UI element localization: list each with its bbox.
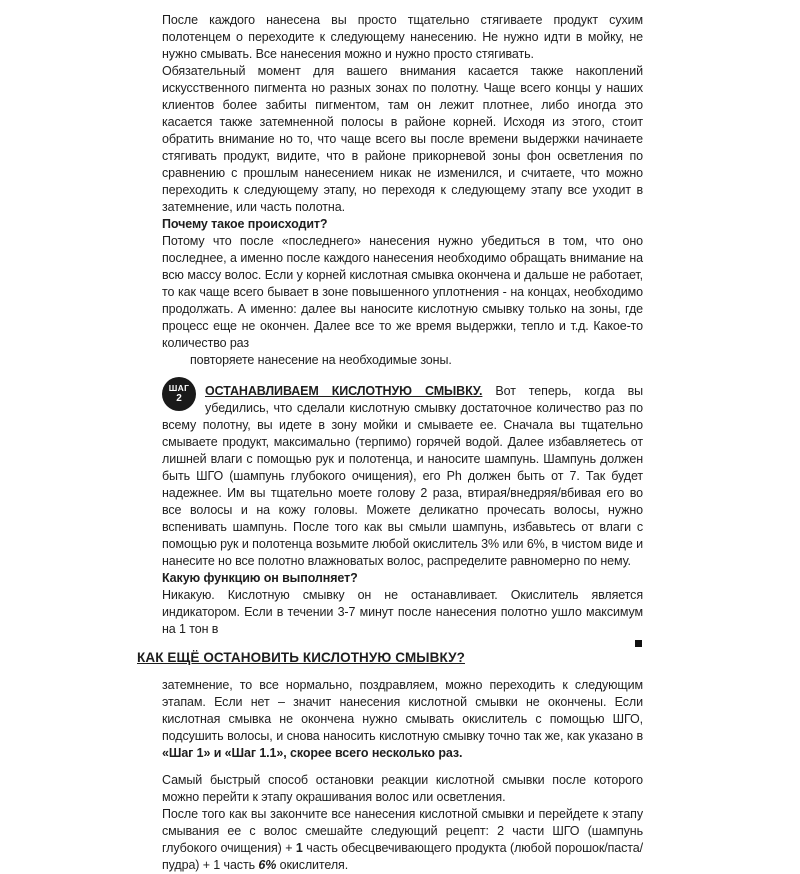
step-badge-label: ШАГ xyxy=(168,383,190,393)
question-why-happens: Почему такое происходит? xyxy=(162,217,328,231)
darkening-check-text: затемнение, то все нормально, поздравляем, можно переходить к следующим этапам. Если нет – значит нанесения кислотной смывки не окончены. Если кислотная смывка не окончена нужно смывать окислитель с помощью ШГО, подсушить волосы, и снова наносить кислотную смывку точно так же, как указано в xyxy=(162,678,643,743)
step-2-badge-icon xyxy=(162,377,196,411)
paragraph-oxidizer-indicator: Никакую. Кислотную смывку он не останавливает. Окислитель является индикатором. Если в течении 3-7 минут после нанесения полотно ушло максимум на 1 тон в xyxy=(162,588,643,636)
paragraph-last-application-continued: повторяете нанесение на необходимые зоны. xyxy=(190,353,452,367)
recipe-text-start: После того как вы закончите все нанесения кислотной смывки и перейдете к этапу смывания ее с волос смешайте следующий рецепт: 2 части ШГО (шампунь глубокого очищения) + xyxy=(162,807,643,855)
bullet-row xyxy=(162,638,643,648)
recipe-text-middle: часть обесцвечивающего продукта (любой порошок/паста/пудра) + 1 часть xyxy=(162,841,643,872)
paragraph-last-application: Потому что после «последнего» нанесения нужно убедиться в том, что оно последнее, а именно после каждого нанесения необходимо обращать внимание на всю массу волос. Если у корней кислотная смывка окончена и дальше не работает, то как чаще всего бывает в зоне повышенного уплотнения - на концах, необходимо продолжать. А именно: далее вы наносите кислотную смывку только на зоны, где процесс еще не окончен. Далее все то же время выдержки, тепло и т.д. Какое-то количество раз xyxy=(162,234,643,350)
paragraph-pigment-accumulation: Обязательный момент для вашего внимания касается также накоплений искусственного пигмента но разных зонах по полотну. Чаще всего концы у наших клиентов более забиты пигментом, там он лежит плотнее, либо иногда это касается также затемненной полосы в районе корней. Исходя из этого, стоит обратить внимание но то, что чаще всего вы после времени выдержки начинаете стягивать продукт, видите, что в районе прикорневой зоны фон осветления по сравнению с прошлым нанесением никак не изменился, и считаете, что можно переходить к следующему этапу, но переходя к следующему этапу все уходит в затемнение, или часть полотна. xyxy=(162,64,643,214)
recipe-text-end: окислителя. xyxy=(276,858,349,872)
step-2-body-text: Вот теперь, когда вы убедились, что сделали кислотную смывку достаточное количество раз по всему полотну, вы идете в зону мойки и смываете ее. Сначала вы тщательно смываете продукт, максимально (терпимо) горячей водой. Далее избавляетесь от лишней влаги с помощью рук и полотенца, и наносите шампунь. Шампунь должен быть ШГО (шампунь глубокого очищения), его Ph должен быть от 7. Так будет надежнее. Им вы тщательно моете голову 2 раза, втирая/внедряя/вбивая его во все волосы и на кожу головы. Можете деликатно прочесать волосы, нужно вспенивать шампунь. После того как вы смыли шампунь, избавьтесь от влаги с помощью рук и полотенца возьмите любой окислитель 3% или 6%, в чистом виде и нанесите но все полотно влажноватых волос, распределите равномерно по нему. xyxy=(162,384,643,568)
section-heading-how-else-to-stop: КАК ЕЩЁ ОСТАНОВИТЬ КИСЛОТНУЮ СМЫВКУ? xyxy=(137,650,465,665)
paragraph-wipe-product: После каждого нанесена вы просто тщательно стягиваете продукт сухим полотенцем о переходите к следующему нанесению. Не нужно идти в мойку, не нужно смывать. Все нанесения можно и нужно просто стягивать. xyxy=(162,13,643,61)
recipe-bold-one: 1 xyxy=(295,841,303,855)
paragraph-step-2 xyxy=(162,383,643,570)
paragraph-darkening-check xyxy=(162,677,643,762)
step-2-lead-title: ОСТАНАВЛИВАЕМ КИСЛОТНУЮ СМЫВКУ. xyxy=(205,384,483,398)
recipe-bold-italic-six-percent: 6% xyxy=(258,858,277,872)
question-what-function: Какую функцию он выполняет? xyxy=(162,571,358,585)
step-badge-number: 2 xyxy=(176,393,182,404)
paragraph-fastest-way: Самый быстрый способ остановки реакции кислотной смывки после которого можно перейти к этапу окрашивания волос или осветления. xyxy=(162,773,643,804)
darkening-check-bold-text: «Шаг 1» и «Шаг 1.1», скорее всего несколько раз. xyxy=(162,746,463,760)
black-square-bullet-icon xyxy=(635,640,642,647)
paragraph-recipe xyxy=(162,806,643,874)
